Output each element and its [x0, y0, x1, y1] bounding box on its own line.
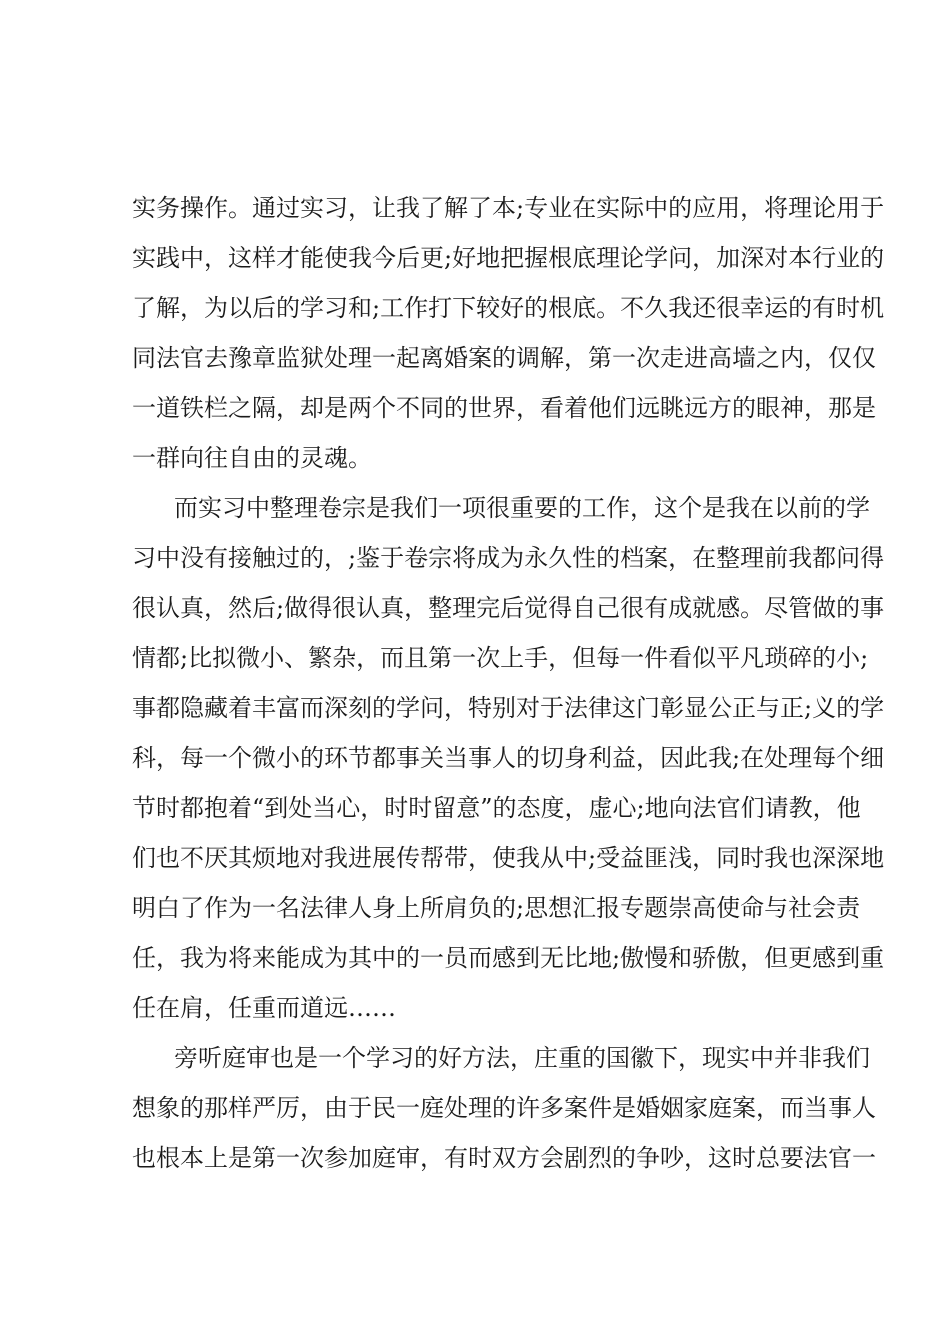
paragraph-2 — [132, 483, 885, 1033]
text-line: 了解，为以后的学习和;工作打下较好的根底。不久我还很幸运的有时机 — [132, 294, 885, 322]
text-line: 情都;比拟微小、繁杂，而且第一次上手，但每一件看似平凡琐碎的小; — [132, 644, 869, 672]
text-line: 事都隐藏着丰富而深刻的学问，特别对于法律这门彰显公正与正;义的学 — [132, 694, 885, 722]
text-line: 一群向往自由的灵魂。 — [132, 444, 372, 472]
text-line: 很认真，然后;做得很认真，整理完后觉得自己很有成就感。尽管做的事 — [132, 594, 885, 622]
text-line: 旁听庭审也是一个学习的好方法，庄重的国徽下，现实中并非我们 — [174, 1044, 870, 1072]
text-line: 也根本上是第一次参加庭审，有时双方会剧烈的争吵，这时总要法官一 — [132, 1144, 876, 1172]
text-line: 节时都抱着“到处当心，时时留意”的态度，虚心;地向法官们请教，他 — [132, 794, 861, 822]
text-line: 实践中，这样才能使我今后更;好地把握根底理论学问，加深对本行业的 — [132, 244, 885, 272]
text-line: 科，每一个微小的环节都事关当事人的切身利益，因此我;在处理每个细 — [132, 744, 885, 772]
paragraph-3 — [132, 1033, 876, 1183]
text-line: 明白了作为一名法律人身上所肩负的;思想汇报专题崇高使命与社会责 — [132, 894, 861, 922]
document-body — [132, 183, 885, 1183]
text-line: 想象的那样严厉，由于民一庭处理的许多案件是婚姻家庭案，而当事人 — [132, 1094, 876, 1122]
text-line: 任在肩，任重而道远…… — [132, 994, 396, 1022]
text-line: 任，我为将来能成为其中的一员而感到无比地;傲慢和骄傲，但更感到重 — [132, 944, 885, 972]
text-line: 们也不厌其烦地对我进展传帮带，使我从中;受益匪浅，同时我也深深地 — [132, 844, 885, 872]
paragraph-1 — [132, 183, 885, 483]
text-line: 同法官去豫章监狱处理一起离婚案的调解，第一次走进高墙之内，仅仅 — [132, 344, 876, 372]
text-line: 习中没有接触过的，;鉴于卷宗将成为永久性的档案，在整理前我都问得 — [132, 544, 885, 572]
text-line: 实务操作。通过实习，让我了解了本;专业在实际中的应用，将理论用于 — [132, 194, 885, 222]
text-line: 一道铁栏之隔，却是两个不同的世界，看着他们远眺远方的眼神，那是 — [132, 394, 876, 422]
text-line: 而实习中整理卷宗是我们一项很重要的工作，这个是我在以前的学 — [174, 494, 870, 522]
